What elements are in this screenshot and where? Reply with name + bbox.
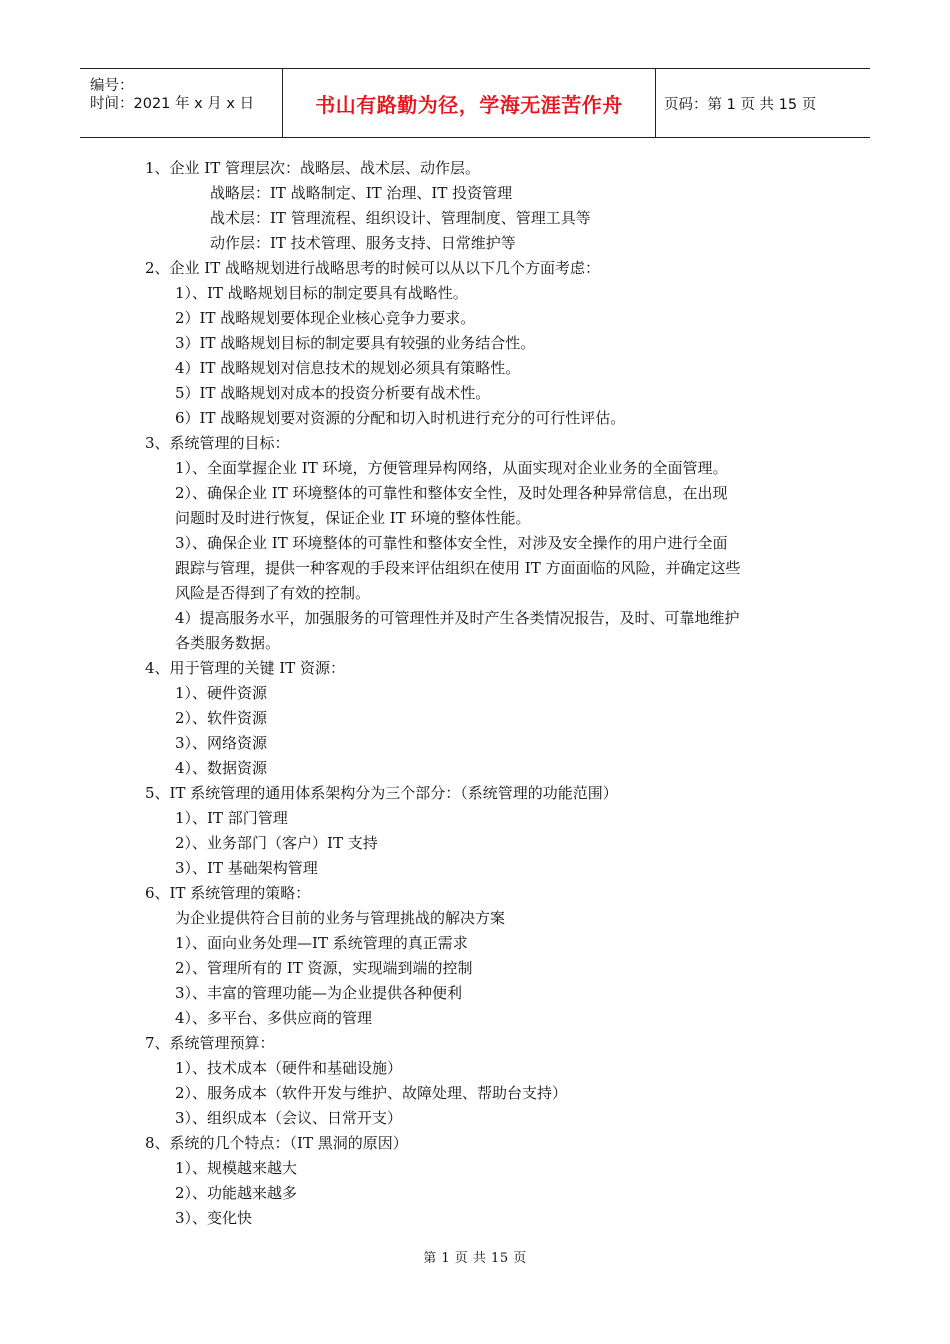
number-label: 编号：	[90, 78, 134, 94]
list-item: 2）、软件资源	[175, 709, 268, 727]
list-item: 5）IT 战略规划对成本的投资分析要有战术性。	[175, 384, 491, 402]
list-item: 1）、技术成本（硬件和基础设施）	[175, 1059, 403, 1077]
date-label: 时间：2021 年 x 月 x 日	[90, 96, 255, 112]
list-item: 4）、数据资源	[175, 759, 268, 777]
list-item: 2）、管理所有的 IT 资源，实现端到端的控制	[175, 959, 473, 977]
section-heading: 6、IT 系统管理的策略：	[145, 884, 311, 902]
list-item: 4）提高服务水平，加强服务的可管理性并及时产生各类情况报告，及时、可靠地维护	[175, 609, 740, 627]
list-item: 2）、业务部门（客户）IT 支持	[175, 834, 378, 852]
section-heading: 4、用于管理的关键 IT 资源：	[145, 659, 346, 677]
section-heading: 7、系统管理预算：	[145, 1034, 275, 1052]
list-item: 战术层：IT 管理流程、组织设计、管理制度、管理工具等	[210, 209, 591, 227]
list-item-continuation: 风险是否得到了有效的控制。	[175, 584, 371, 602]
list-item: 3）、变化快	[175, 1209, 253, 1227]
list-item: 战略层：IT 战略制定、IT 治理、IT 投资管理	[210, 184, 513, 202]
list-item: 2）IT 战略规划要体现企业核心竞争力要求。	[175, 309, 476, 327]
header-meta-cell	[80, 69, 283, 137]
page-info: 页码：第 1 页 共 15 页	[664, 96, 817, 113]
section-heading: 2、企业 IT 战略规划进行战略思考的时候可以从以下几个方面考虑：	[145, 259, 601, 277]
list-item: 3）、组织成本（会议、日常开支）	[175, 1109, 403, 1127]
list-item: 6）IT 战略规划要对资源的分配和切入时机进行充分的可行性评估。	[175, 409, 626, 427]
motto: 书山有路勤为径，学海无涯苦作舟	[315, 92, 623, 117]
list-item: 2）、服务成本（软件开发与维护、故障处理、帮助台支持）	[175, 1084, 568, 1102]
list-item: 4）IT 战略规划对信息技术的规划必须具有策略性。	[175, 359, 521, 377]
list-item: 1）、全面掌握企业 IT 环境，方便管理异构网络，从面实现对企业业务的全面管理。	[175, 459, 728, 477]
section-heading: 1、企业 IT 管理层次：战略层、战术层、动作层。	[145, 159, 481, 177]
list-item: 4）、多平台、多供应商的管理	[175, 1009, 373, 1027]
header-motto-cell	[283, 69, 656, 137]
page-footer: 第 1 页 共 15 页	[423, 1251, 527, 1266]
section-heading: 3、系统管理的目标：	[145, 434, 290, 452]
list-item: 1）、IT 部门管理	[175, 809, 288, 827]
list-item: 为企业提供符合目前的业务与管理挑战的解决方案	[175, 909, 506, 927]
list-item: 1）、规模越来越大	[175, 1159, 298, 1177]
list-item: 3）、确保企业 IT 环境整体的可靠性和整体安全性，对涉及安全操作的用户进行全面	[175, 534, 728, 552]
list-item: 3）IT 战略规划目标的制定要具有较强的业务结合性。	[175, 334, 536, 352]
list-item: 3）、丰富的管理功能—为企业提供各种便利	[175, 984, 463, 1002]
section-heading: 8、系统的几个特点：（IT 黑洞的原因）	[145, 1134, 408, 1152]
list-item: 3）、网络资源	[175, 734, 268, 752]
list-item: 1）、IT 战略规划目标的制定要具有战略性。	[175, 284, 468, 302]
page-header	[80, 68, 870, 138]
list-item: 1）、硬件资源	[175, 684, 268, 702]
list-item: 2）、功能越来越多	[175, 1184, 298, 1202]
list-item: 1）、面向业务处理—IT 系统管理的真正需求	[175, 934, 468, 952]
list-item: 2）、确保企业 IT 环境整体的可靠性和整体安全性，及时处理各种异常信息，在出现	[175, 484, 728, 502]
list-item: 动作层：IT 技术管理、服务支持、日常维护等	[210, 234, 516, 252]
header-page-cell	[656, 69, 870, 137]
list-item-continuation: 问题时及时进行恢复，保证企业 IT 环境的整体性能。	[175, 509, 531, 527]
list-item: 3）、IT 基础架构管理	[175, 859, 318, 877]
list-item-continuation: 各类服务数据。	[175, 634, 281, 652]
list-item-continuation: 跟踪与管理，提供一种客观的手段来评估组织在使用 IT 方面面临的风险，并确定这些	[175, 559, 741, 577]
section-heading: 5、IT 系统管理的通用体系架构分为三个部分：（系统管理的功能范围）	[145, 784, 618, 802]
